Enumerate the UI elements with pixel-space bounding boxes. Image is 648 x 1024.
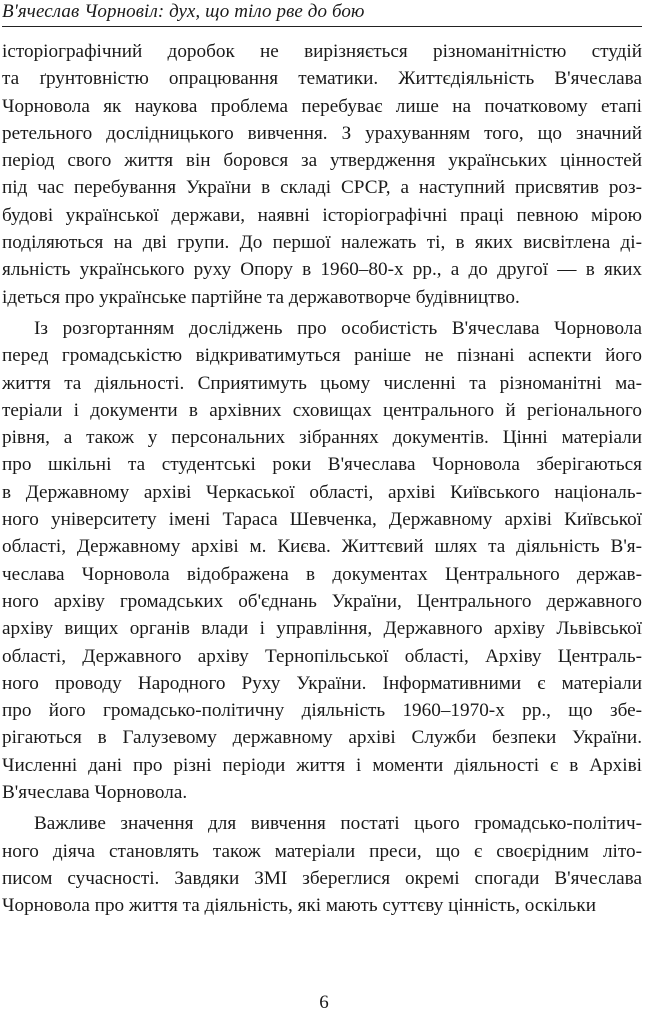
running-title: В'ячеслав Чорновіл: дух, що тіло рве до бою [2, 1, 365, 22]
text-line: історіографічний доробок не вирізняється різноманітністю студій [2, 41, 642, 62]
text-line: яльність українського руху Опору в 1960–80-х рр., а до другої — в яких [2, 259, 642, 281]
text-line: Важливе значення для вивчення постаті цього громадсько-політич- [34, 813, 642, 835]
text-line: області, Державному архіві м. Києва. Життєвий шлях та діяльність В'я- [2, 536, 642, 558]
text-line: про шкільні та студентські роки В'ячеслава Чорновола зберігаються [2, 454, 642, 476]
text-line: під час перебування України в складі СРСР, а наступний присвятив роз- [2, 177, 642, 199]
text-line: Із розгортанням досліджень про особистість В'ячеслава Чорновола [34, 317, 642, 339]
text-line: ідеться про українське партійне та державотворче будівництво. [2, 286, 520, 308]
text-line: рівня, а також у персональних зібраннях документів. Цінні матеріали [2, 427, 642, 449]
text-line: про його громадсько-політичну діяльність 1960–1970-х рр., що збе- [2, 700, 642, 722]
paragraph [2, 810, 642, 919]
text-line: поділяються на дві групи. До першої належать ті, в яких висвітлена ді- [2, 232, 642, 254]
text-line: ного університету імені Тараса Шевченка, Державному архіві Київської [2, 509, 642, 531]
text-line: В'ячеслава Чорновола. [2, 782, 188, 804]
text-line: ного архіву громадських об'єднань України, Центрального державного [2, 590, 642, 612]
paragraph [2, 315, 642, 806]
text-line: архіву вищих органів влади і управління, Державного архіву Львівської [2, 618, 642, 640]
running-header [2, 0, 642, 27]
text-line: Чорновола як наукова проблема перебуває лише на початковому етапі [2, 95, 642, 117]
page-number: 6 [319, 992, 329, 1013]
text-line: Численні дані про різні періоди життя і моменти діяльності є в Архіві [2, 754, 642, 776]
text-line: та ґрунтовністю опрацювання тематики. Життєдіяльність В'ячеслава [2, 68, 642, 90]
text-line: будові української держави, наявні історіографічні праці певною мірою [2, 204, 642, 226]
text-line: теріали і документи в архівних сховищах центрального й регіонального [2, 399, 642, 421]
text-line: перед громадськістю відкриватимуться раніше не пізнані аспекти його [2, 345, 642, 367]
text-line: період свого життя він боровся за утвердження українських цінностей [2, 150, 642, 172]
text-line: ретельного дослідницького вивчення. З урахуванням того, що значний [2, 122, 642, 144]
text-line: області, Державного архіву Тернопільської області, Архіву Централь- [2, 645, 642, 667]
text-line: життя та діяльності. Сприятимуть цьому численні та різноманітні ма- [2, 372, 642, 394]
paragraph [2, 38, 642, 311]
text-line: писом сучасності. Завдяки ЗМІ збереглися окремі спогади В'ячеслава [2, 867, 642, 889]
text-line: ного діяча становлять також матеріали преси, що є своєрідним літо- [2, 840, 642, 862]
body-text [2, 38, 642, 920]
text-line: рігаються в Галузевому державному архіві Служби безпеки України. [2, 727, 642, 749]
text-line: Чорновола про життя та діяльність, які мають суттєву цінність, оскільки [2, 895, 596, 917]
text-line: чеслава Чорновола відображена в документах Центрального держав- [2, 563, 642, 585]
text-line: ного проводу Народного Руху України. Інформативними є матеріали [2, 672, 642, 694]
text-line: в Державному архіві Черкаської області, архіві Київського національ- [2, 481, 642, 503]
